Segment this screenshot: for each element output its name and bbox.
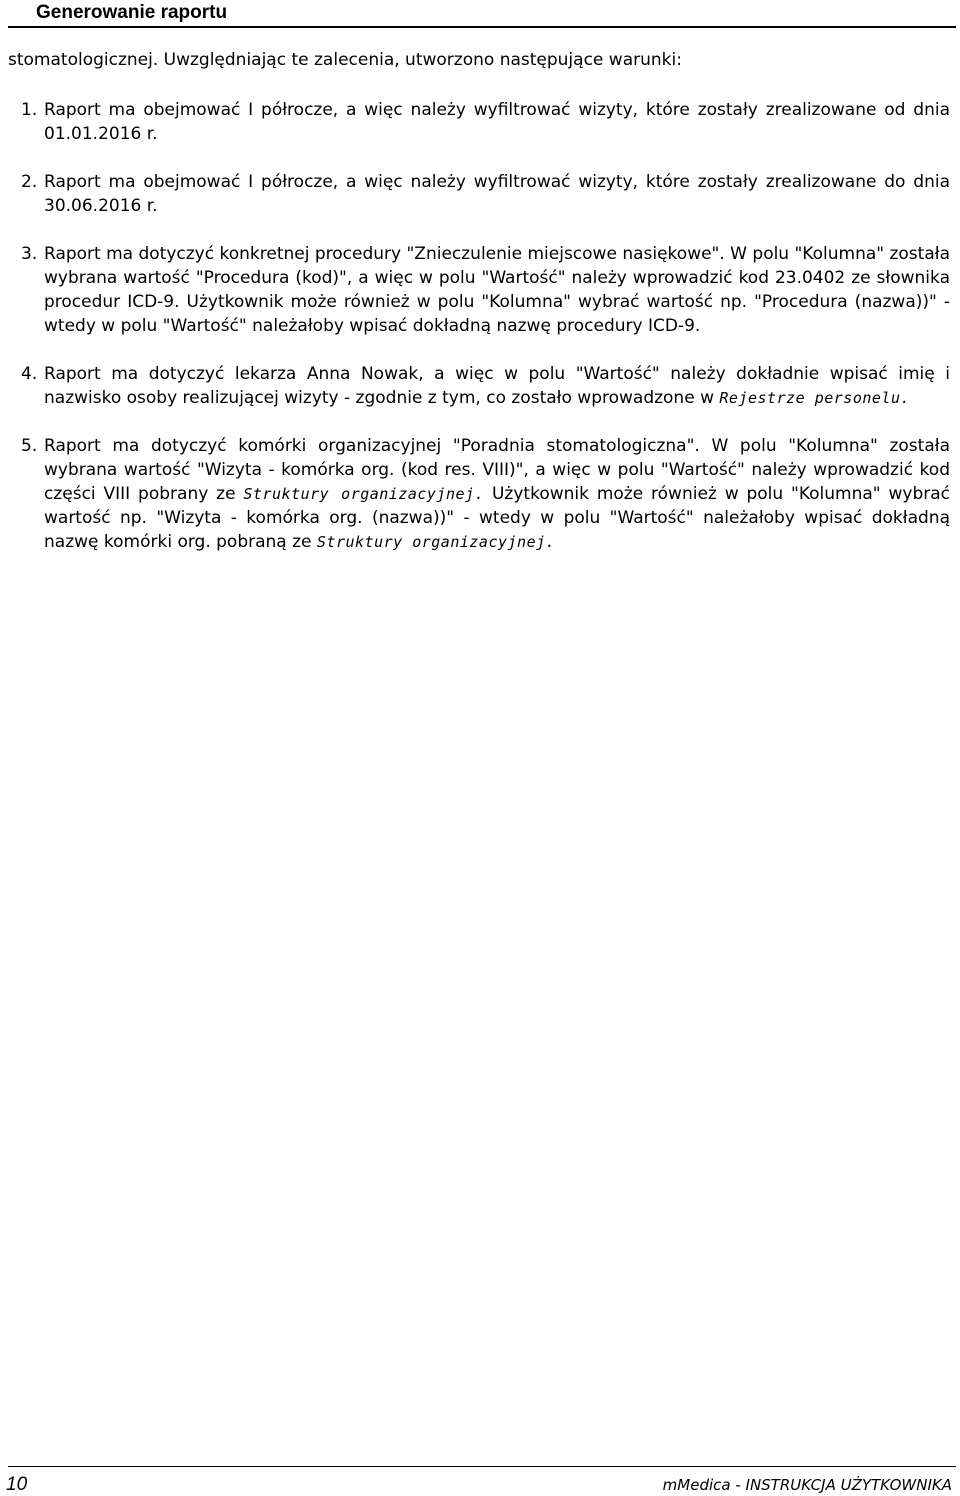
rejestr-personelu-reference: Rejestrze personelu. (719, 389, 911, 407)
list-item-text-continued: Użytkownik może również w polu "Kolumna" wybrać wartość np. "Wizyta - komórka org. (nazwa))" - wtedy w polu "Wartość" należałoby wpisać dokładną nazwę komórki org. pobraną ze (44, 484, 950, 552)
list-item-4 (0, 362, 950, 410)
list-item-number: 5. (21, 436, 38, 456)
list-item-number: 4. (21, 364, 38, 384)
list-item-2 (0, 170, 950, 218)
list-item-text: Raport ma dotyczyć komórki organizacyjnej "Poradnia stomatologiczna". W polu "Kolumna" została wybrana wartość "Wizyta - komórka org. (kod res. VIII)", a więc w polu "Wartość" należy wprowadzić kod części VIII pobrany ze (44, 436, 950, 504)
footer-divider (8, 1466, 956, 1467)
intro-paragraph: stomatologicznej. Uwzględniając te zalecenia, utworzono następujące warunki: (8, 50, 682, 70)
page-header (8, 0, 956, 28)
list-item-number: 3. (21, 244, 38, 264)
document-body (0, 48, 950, 554)
list-item-1 (0, 98, 950, 146)
list-item-text: Raport ma obejmować I półrocze, a więc należy wyfiltrować wizyty, które zostały zrealizowane do dnia 30.06.2016 r. (44, 172, 950, 216)
list-item-text: Raport ma obejmować I półrocze, a więc należy wyfiltrować wizyty, które zostały zrealizowane od dnia 01.01.2016 r. (44, 100, 950, 144)
struktura-organizacyjna-reference: Struktury organizacyjnej. (316, 533, 556, 551)
document-name: mMedica - INSTRUKCJA UŻYTKOWNIKA (662, 1476, 952, 1494)
list-item-text: Raport ma dotyczyć konkretnej procedury "Znieczulenie miejscowe nasiękowe". W polu "Kolumna" została wybrana wartość "Procedura (kod)", a więc w polu "Wartość" należy wprowadzić kod 23.0402 ze słownika procedur ICD-9. Użytkownik może również w polu "Kolumna" wybrać wartość np. "Procedura (nazwa))" - wtedy w polu "Wartość" należałoby wpisać dokładną nazwę procedury ICD-9. (44, 244, 950, 336)
list-item-number: 2. (21, 172, 38, 192)
list-item-3 (0, 242, 950, 338)
page-number: 10 (6, 1474, 28, 1495)
list-item-5 (0, 434, 950, 554)
list-item-text: Raport ma dotyczyć lekarza Anna Nowak, a więc w polu "Wartość" należy dokładnie wpisać imię i nazwisko osoby realizującej wizyty - zgodnie z tym, co zostało wprowadzone w (44, 364, 950, 408)
page-title: Generowanie raportu (36, 2, 228, 23)
list-item-number: 1. (21, 100, 38, 120)
struktura-organizacyjna-reference: Struktury organizacyjnej. (243, 485, 485, 503)
